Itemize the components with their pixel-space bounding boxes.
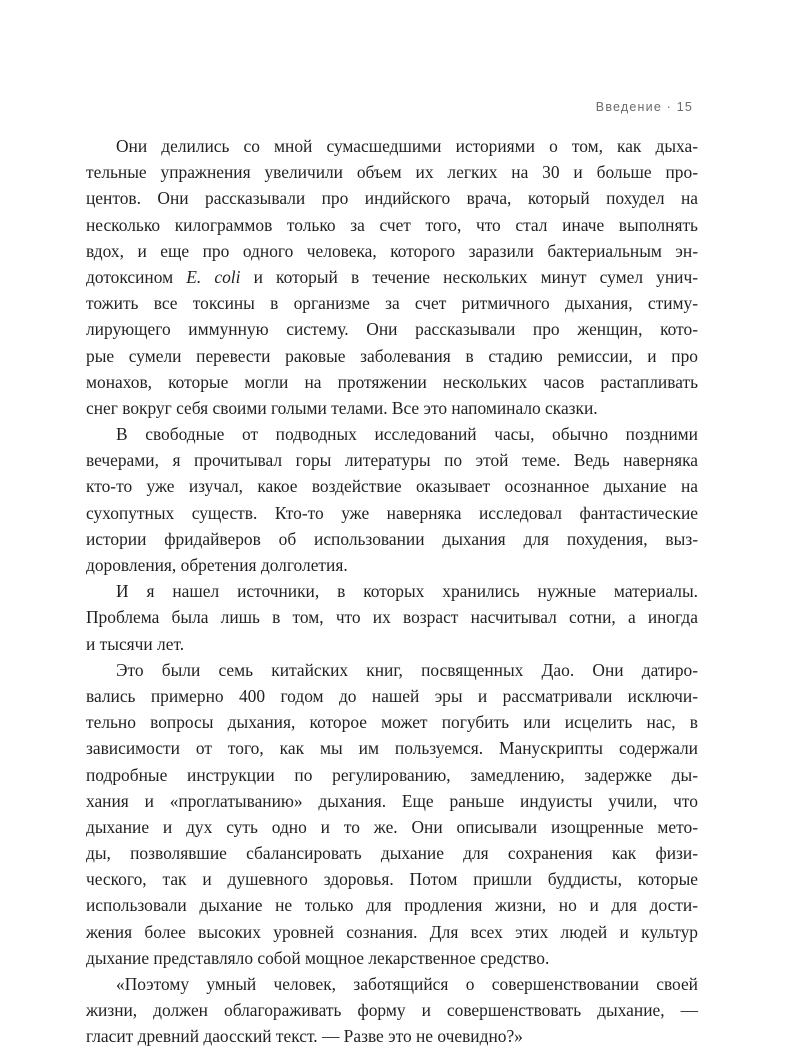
running-head: Введение · 15: [595, 100, 693, 114]
paragraph-2-line-2: вечерами, я прочитывал горы литературы по этой теме. Ведь наверняка: [86, 450, 698, 471]
paragraph-4-line-6: хания и «проглатыванию» дыхания. Еще раньше индуисты учили, что: [86, 790, 698, 811]
paragraph-3-line-1: И я нашел источники, в которых хранились нужные материалы.: [116, 581, 698, 602]
paragraph-4-line-12: дыхание представляло собой мощное лекарственное средство.: [86, 947, 550, 968]
paragraph-1-line-4: несколько килограммов только за счет того, что стал иначе выполнять: [86, 214, 698, 235]
paragraph-1-line-5: вдох, и еще про одного человека, которого заразили бактериальным эн-: [86, 240, 698, 261]
paragraph-3-line-2: Проблема была лишь в том, что их возраст насчитывал сотни, а иногда: [86, 607, 698, 628]
paragraph-1-line-1: Они делились со мной сумасшедшими историями о том, как дыха-: [116, 136, 698, 156]
paragraph-4-line-2: вались примерно 400 годом до нашей эры и рассматривали исключи-: [86, 685, 698, 706]
paragraph-4-line-11: жения более высоких уровней сознания. Для всех этих людей и культур: [86, 921, 698, 942]
paragraph-4-line-5: подробные инструкции по регулированию, замедлению, задержке ды-: [86, 764, 698, 785]
paragraph-1-line-6: [86, 264, 698, 290]
paragraph-2-line-1: В свободные от подводных исследований часы, обычно поздними: [116, 424, 698, 445]
italic-term: E. coli: [186, 266, 241, 287]
paragraph-4-line-10: использовали дыхание не только для продления жизни, но и для дости-: [86, 895, 698, 916]
paragraph-2-line-4: сухопутных существ. Кто-то уже наверняка исследовал фантастические: [86, 502, 698, 523]
paragraph-1-line-7: тожить все токсины в организме за счет ритмичного дыхания, стиму-: [86, 293, 698, 314]
paragraph-4-line-3: тельно вопросы дыхания, которое может погубить или исцелить нас, в: [86, 712, 698, 733]
paragraph-5-line-3: гласит древний даосский текст. — Разве это не очевидно?»: [86, 1026, 523, 1047]
paragraph-4-line-9: ческого, так и душевного здоровья. Потом пришли буддисты, которые: [86, 869, 698, 890]
paragraph-1-line-3: центов. Они рассказывали про индийского врача, который похудел на: [86, 188, 698, 209]
line-text: и который в течение нескольких минут сумел унич-: [240, 266, 698, 287]
paragraph-2-line-5: истории фридайверов об использовании дыхания для похудения, выз-: [86, 528, 698, 549]
paragraph-1-line-2: тельные упражнения увеличили объем их легких на 30 и больше про-: [86, 162, 698, 183]
body-text: [86, 133, 698, 1050]
paragraph-5-line-2: жизни, должен облагораживать форму и совершенствовать дыхание, —: [86, 1000, 698, 1021]
paragraph-1-line-9: рые сумели перевести раковые заболевания в стадию ремиссии, и про: [86, 345, 698, 366]
paragraph-4-line-7: дыхание и дух суть одно и то же. Они описывали изощренные мето-: [86, 816, 698, 837]
paragraph-4-line-8: ды, позволявшие сбалансировать дыхание для сохранения как физи-: [86, 843, 698, 864]
paragraph-1-line-8: лирующего иммунную систему. Они рассказывали про женщин, кото-: [86, 319, 698, 340]
paragraph-2-line-3: кто-то уже изучал, какое воздействие оказывает осознанное дыхание на: [86, 476, 698, 497]
line-text: дотоксином: [86, 266, 187, 287]
paragraph-3-line-3: и тысячи лет.: [86, 633, 185, 654]
paragraph-1-line-10: монахов, которые могли на протяжении нескольких часов растапливать: [86, 371, 698, 392]
paragraph-5-line-1: «Поэтому умный человек, заботящийся о совершенствовании своей: [116, 974, 698, 994]
paragraph-1-line-11: снег вокруг себя своими голыми телами. Все это напоминало сказки.: [86, 397, 598, 418]
paragraph-4-line-1: Это были семь китайских книг, посвященных Дао. Они датиро-: [116, 659, 698, 680]
paragraph-4-line-4: зависимости от того, как мы им пользуемся. Манускрипты содержали: [86, 738, 698, 759]
paragraph-2-line-6: доровления, обретения долголетия.: [86, 555, 348, 575]
